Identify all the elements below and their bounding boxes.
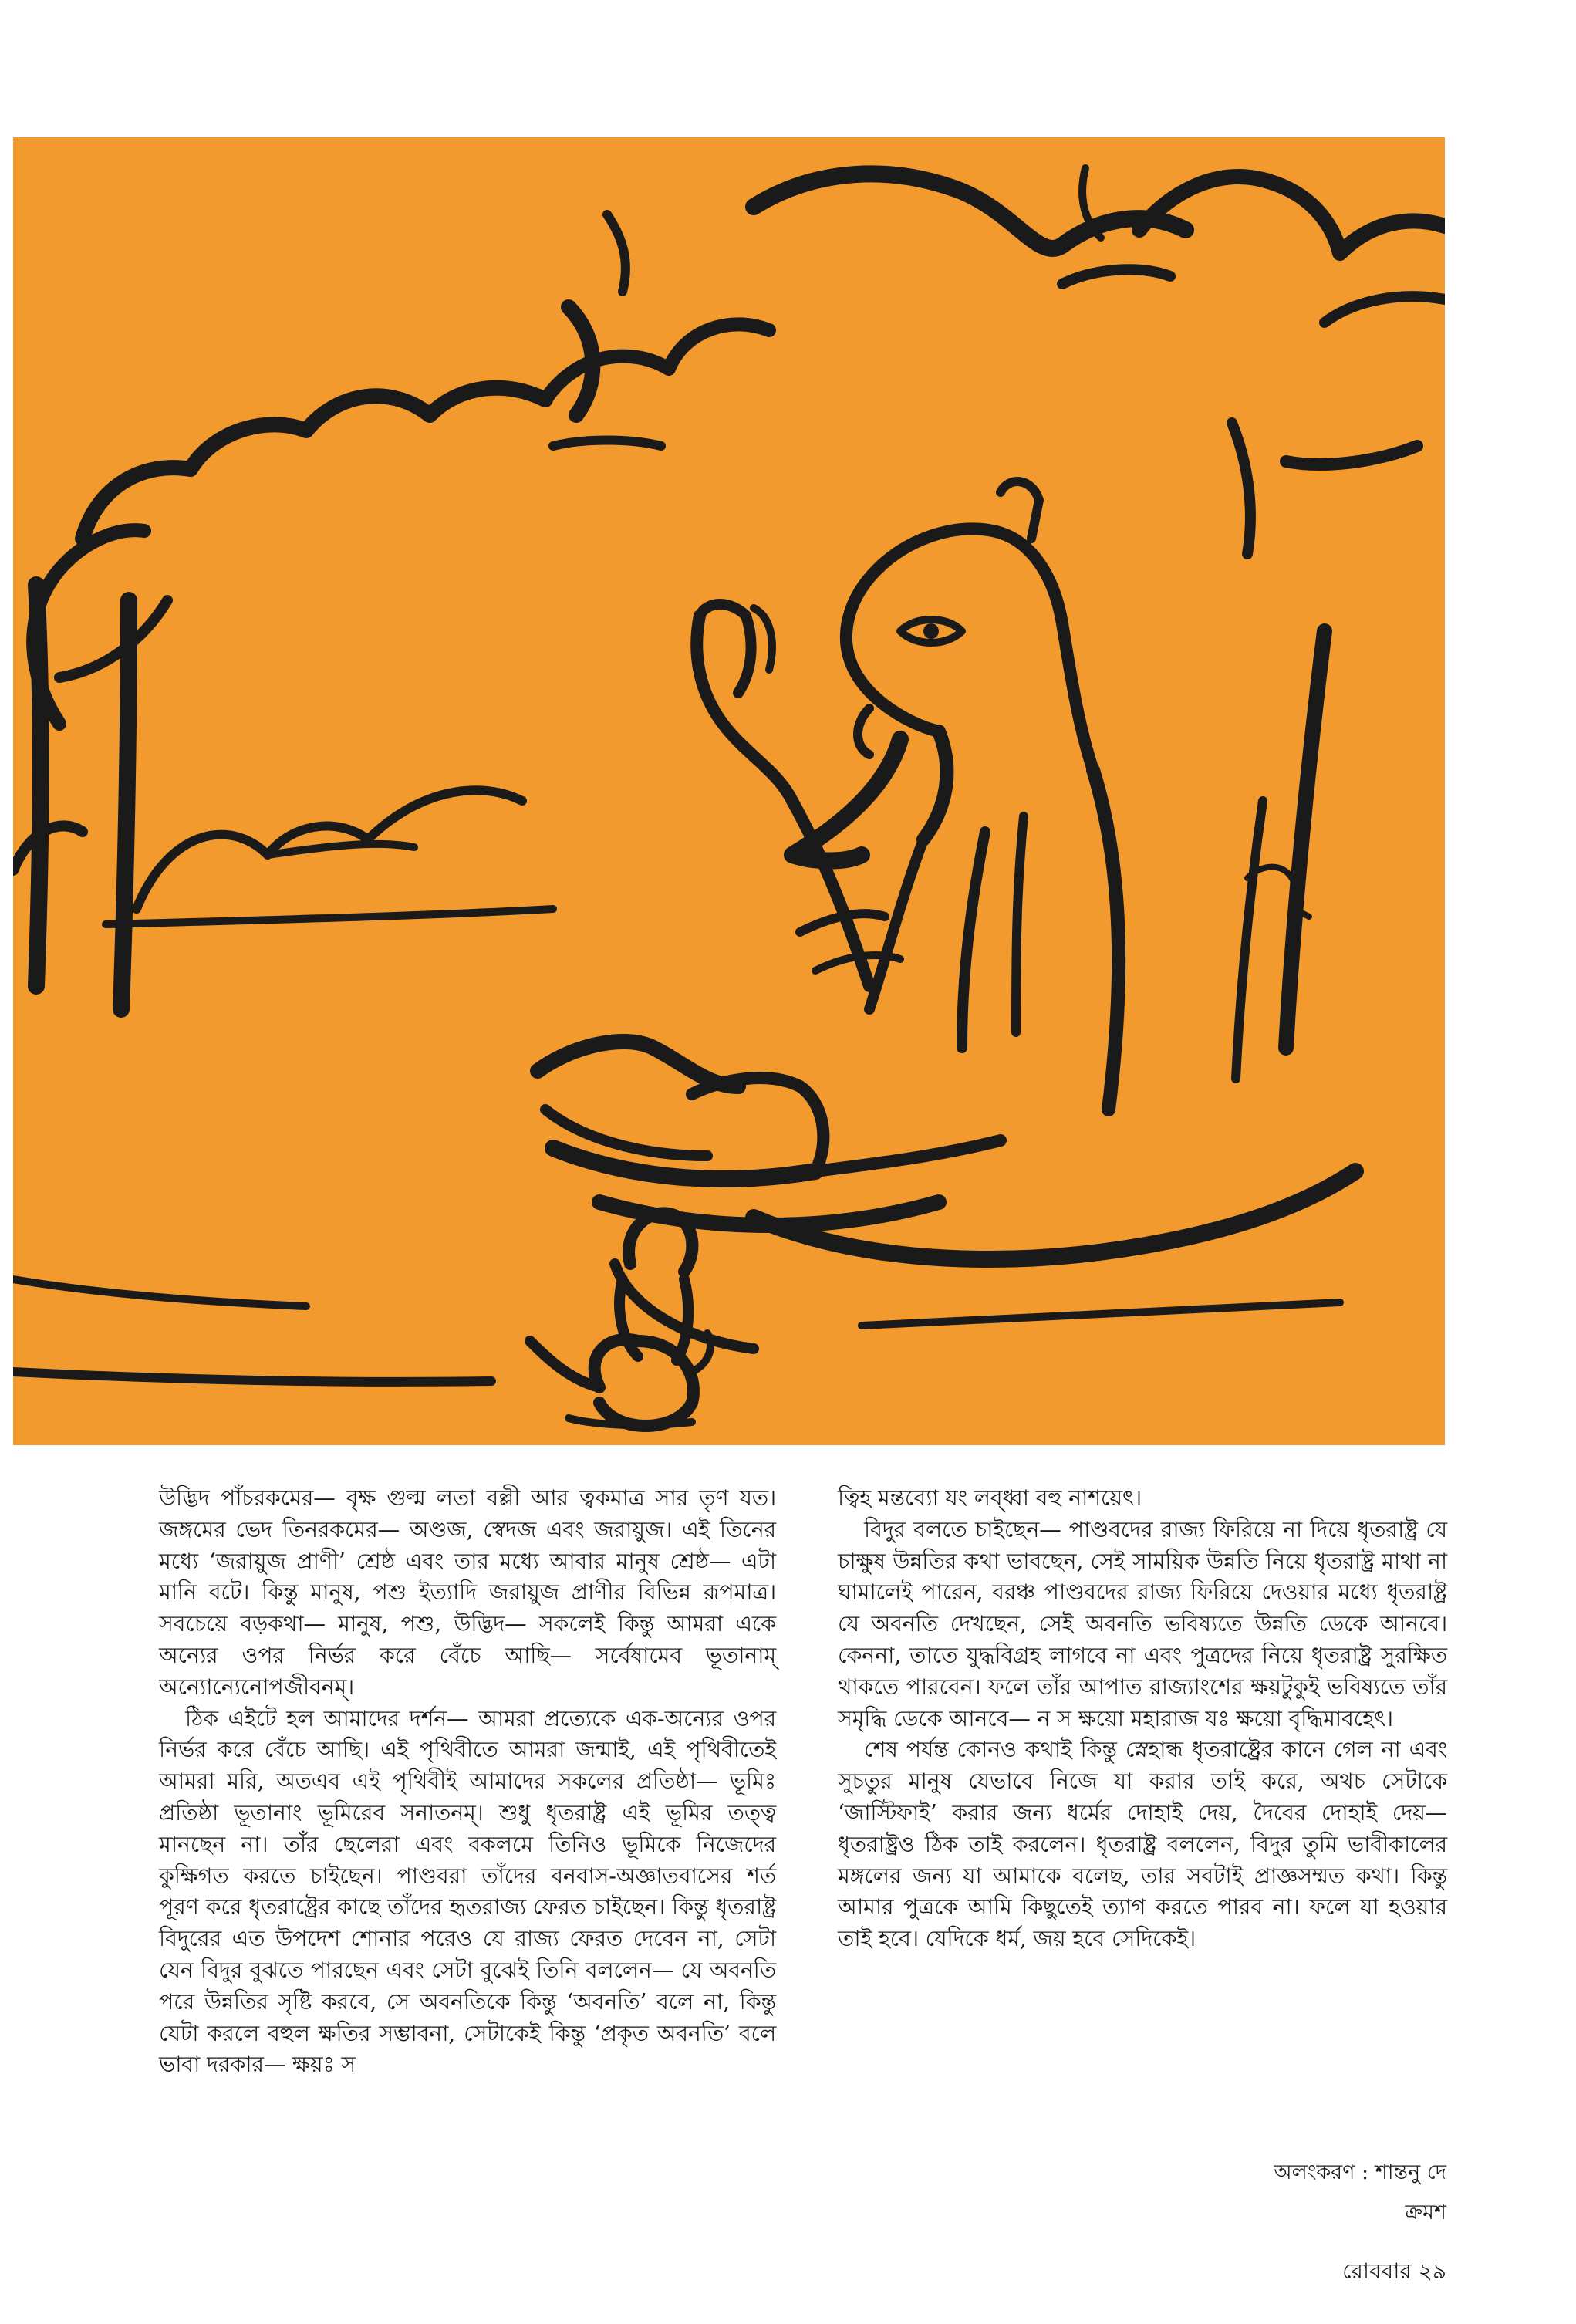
- illustration-credit: অলংকরণ : শান্তনু দে: [1274, 2160, 1446, 2184]
- article-right-column: [838, 1483, 1447, 1955]
- article-paragraph: ঠিক এইটে হল আমাদের দর্শন— আমরা প্রত্যেকে এক-অন্যের ওপর নির্ভর করে বেঁচে আছি। এই পৃথিবীতে আমরা জন্মাই, এই পৃথিবীতেই আমরা মরি, অতএব এই পৃথিবীই আমাদের সকলের প্রতিষ্ঠা— ভূমিঃ প্রতিষ্ঠা ভূতানাং ভূমিরেব সনাতনম্‌। শুধু ধৃতরাষ্ট্র এই ভূমির তত্ত্ব মানছেন না। তাঁর ছেলেরা এবং বকলমে তিনিও ভূমিকে নিজেদের কুক্ষিগত করতে চাইছেন। পাণ্ডবরা তাঁদের বনবাস-অজ্ঞাতবাসের শর্ত পূরণ করে ধৃতরাষ্ট্রের কাছে তাঁদের হৃতরাজ্য ফেরত চাইছেন। কিন্তু ধৃতরাষ্ট্র বিদুরের এত উপদেশ শোনার পরেও যে রাজ্য ফেরত দেবেন না, সেটা যেন বিদুর বুঝতে পারছেন এবং সেটা বুঝেই তিনি বললেন— যে অবনতি পরে উন্নতির সৃষ্টি করবে, সে অবনতিকে কিন্তু ‘অবনতি’ বলে না, কিন্তু যেটা করলে বহুল ক্ষতির সম্ভাবনা, সেটাকেই কিন্তু ‘প্রকৃত অবনতি’ বলে ভাবা দরকার— ক্ষয়ঃ স: [159, 1705, 776, 2078]
- article-paragraph: ত্বিহ মন্তব্যো যং লব্ধ্বা বহু নাশয়েৎ।: [838, 1485, 1142, 1511]
- sage-seated-with-water-pot-illustration: [13, 137, 1445, 1445]
- article-paragraph: বিদুর বলতে চাইছেন— পাণ্ডবদের রাজ্য ফিরিয়ে না দিয়ে ধৃতরাষ্ট্র যে চাক্ষুষ উন্নতির কথা ভাবছেন, সেই সাময়িক উন্নতি নিয়ে ধৃতরাষ্ট্র মাথা না ঘামালেই পারেন, বরঞ্চ পাণ্ডবদের রাজ্য ফিরিয়ে দেওয়ার মধ্যে ধৃতরাষ্ট্র যে অবনতি দেখছেন, সেই অবনতি ভবিষ্যতে উন্নতি ডেকে আনবে। কেননা, তাতে যুদ্ধবিগ্রহ লাগবে না এবং পুত্রদের নিয়ে ধৃতরাষ্ট্র সুরক্ষিত থাকতে পারবেন। ফলে তাঁর আপাত রাজ্যাংশের ক্ষয়টুকুই ভবিষ্যতে তাঁর সমৃদ্ধি ডেকে আনবে— ন স ক্ষয়ো মহারাজ যঃ ক্ষয়ো বৃদ্ধিমাবহেৎ।: [838, 1516, 1448, 1731]
- page-folio: রোববার ২৯: [1342, 2258, 1446, 2284]
- article-left-column: [159, 1483, 776, 2081]
- to-be-continued-note: ক্রমশ: [1405, 2201, 1446, 2224]
- article-paragraph: উদ্ভিদ পাঁচরকমের— বৃক্ষ গুল্ম লতা বল্লী আর ত্বকমাত্র সার তৃণ যত। জঙ্গমের ভেদ তিনরকমের— অণ্ডজ, স্বেদজ এবং জরায়ুজ। এই তিনের মধ্যে ‘জরায়ুজ প্রাণী’ শ্রেষ্ঠ এবং তার মধ্যে আবার মানুষ শ্রেষ্ঠ— এটা মানি বটে। কিন্তু মানুষ, পশু ইত্যাদি জরায়ুজ প্রাণীর বিভিন্ন রূপমাত্র। সবচেয়ে বড়কথা— মানুষ, পশু, উদ্ভিদ— সকলেই কিন্তু আমরা একে অন্যের ওপর নির্ভর করে বেঁচে আছি— সর্বেষামেব ভূতানাম্‌ অন্যোন্যেনোপজীবনম্‌।: [159, 1485, 776, 1700]
- illustration-background: [13, 137, 1445, 1445]
- article-paragraph: শেষ পর্যন্ত কোনও কথাই কিন্তু স্নেহান্ধ ধৃতরাষ্ট্রের কানে গেল না এবং সুচতুর মানুষ যেভাবে নিজে যা করার তাই করে, অথচ সেটাকে ‘জাস্টিফাই’ করার জন্য ধর্মের দোহাই দেয়, দৈবের দোহাই দেয়— ধৃতরাষ্ট্রও ঠিক তাই করলেন। ধৃতরাষ্ট্র বললেন, বিদুর তুমি ভাবীকালের মঙ্গলের জন্য যা আমাকে বলেছ, তার সবটাই প্রাজ্ঞসম্মত কথা। কিন্তু আমার পুত্রকে আমি কিছুতেই ত্যাগ করতে পারব না। ফলে যা হওয়ার তাই হবে। যেদিকে ধর্ম, জয় হবে সেদিকেই।: [838, 1737, 1447, 1952]
